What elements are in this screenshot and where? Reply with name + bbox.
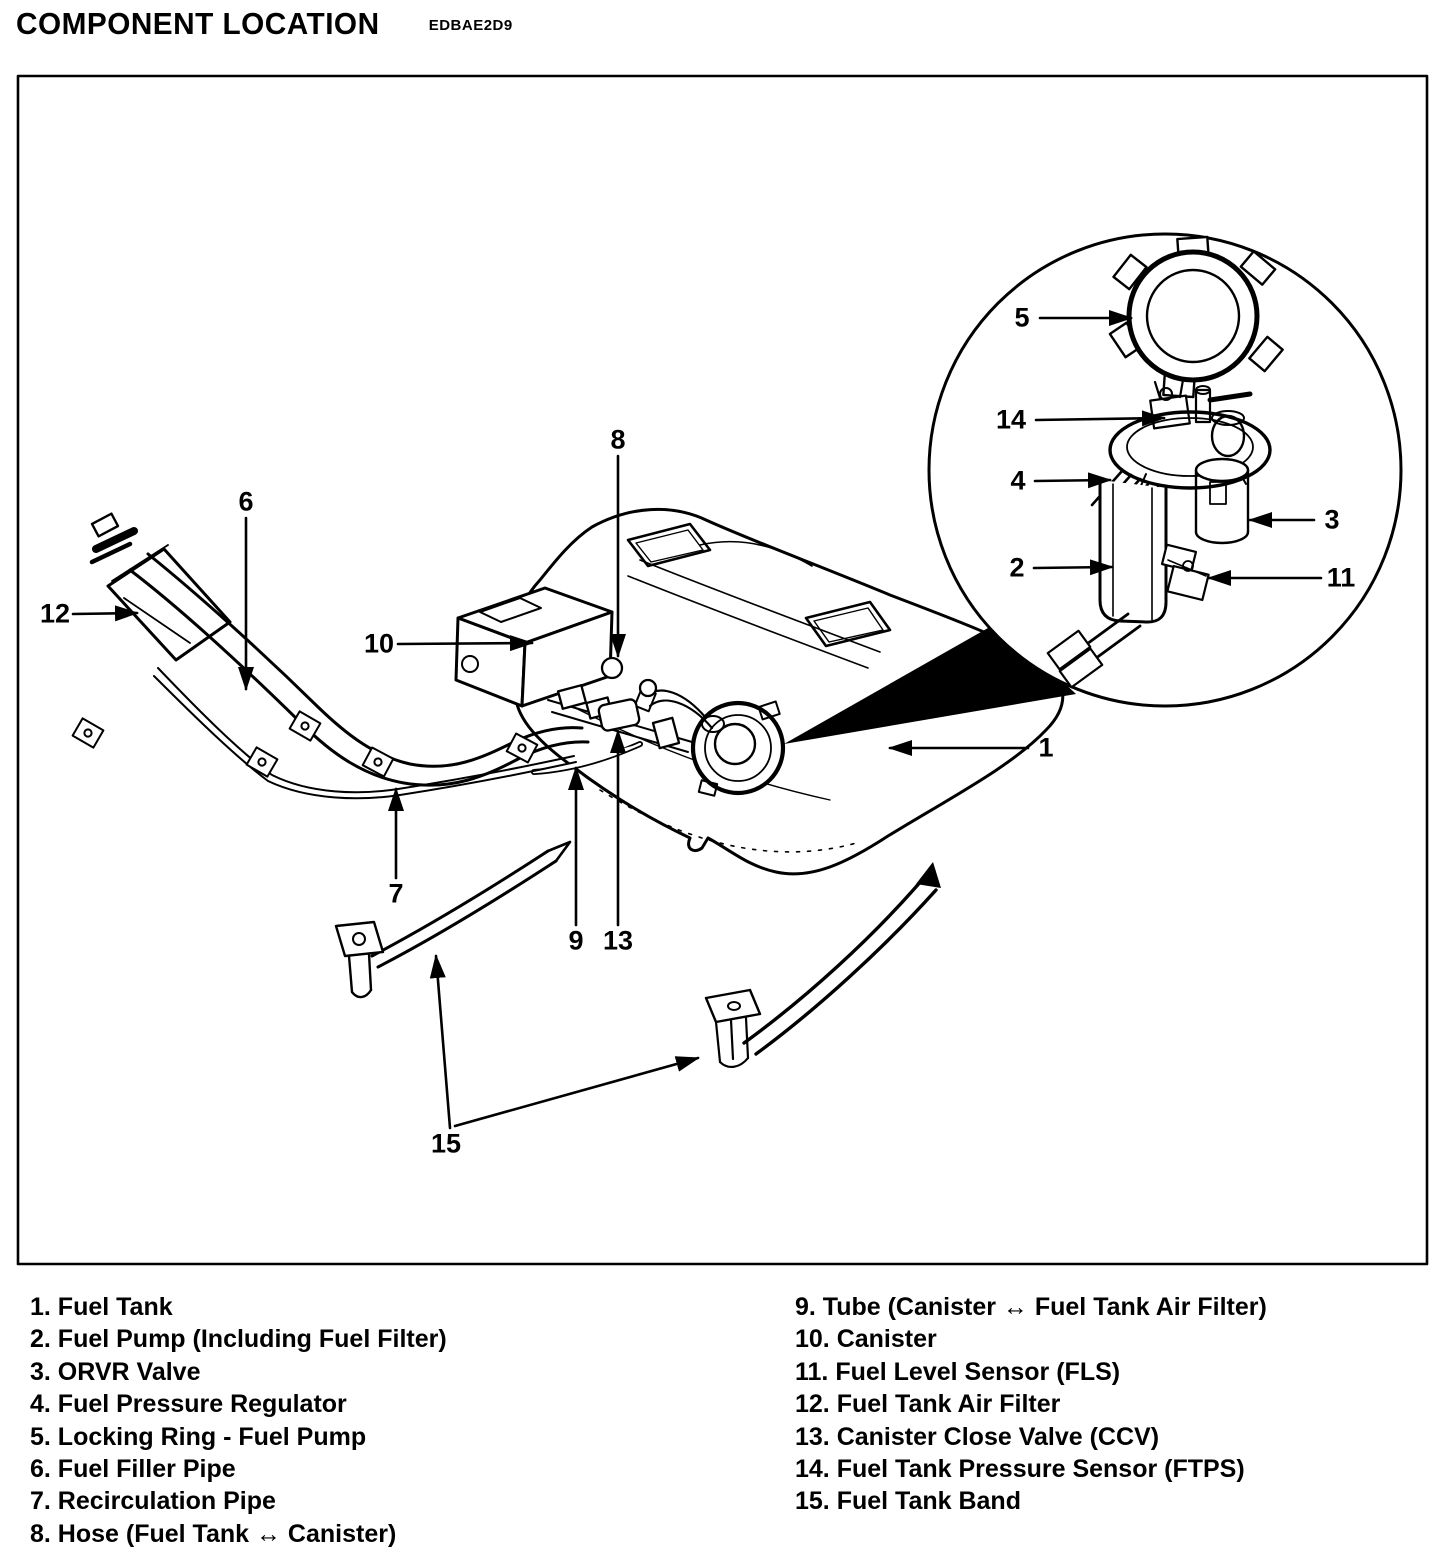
legend-item: 4. Fuel Pressure Regulator [30, 1390, 347, 1419]
callout-11: 11 [1326, 562, 1356, 593]
callout-3: 3 [1324, 504, 1340, 535]
callout-10: 10 [363, 628, 395, 659]
section-code: EDBAE2D9 [428, 17, 513, 34]
legend-item: 15. Fuel Tank Band [795, 1487, 1021, 1516]
legend-item: 7. Recirculation Pipe [30, 1487, 276, 1516]
legend-item: 14. Fuel Tank Pressure Sensor (FTPS) [795, 1455, 1245, 1484]
callout-13: 13 [602, 925, 634, 956]
callout-9: 9 [568, 925, 584, 956]
legend-item: 2. Fuel Pump (Including Fuel Filter) [30, 1325, 447, 1354]
page-title: COMPONENT LOCATION [16, 6, 380, 41]
legend-item: 10. Canister [795, 1325, 937, 1354]
fuel-tank-band-left [336, 842, 570, 997]
legend-item: 8. Hose (Fuel Tank ↔ Canister) [30, 1519, 397, 1548]
callout-5: 5 [1014, 302, 1030, 333]
pump-detail-circle [929, 234, 1401, 706]
callout-6: 6 [238, 486, 254, 517]
callout-14: 14 [995, 404, 1027, 435]
legend-item: 5. Locking Ring - Fuel Pump [30, 1422, 367, 1451]
callout-15: 15 [430, 1128, 462, 1159]
legend-item: 11. Fuel Level Sensor (FLS) [795, 1357, 1121, 1386]
legend-right-column [795, 1291, 1267, 1518]
fuel-tank-band-right [706, 862, 941, 1067]
callout-12: 12 [39, 598, 71, 629]
legend-item: 3. ORVR Valve [30, 1357, 201, 1386]
legend-left-column [30, 1291, 447, 1550]
legend-item: 1. Fuel Tank [30, 1293, 173, 1321]
legend-item: 12. Fuel Tank Air Filter [795, 1390, 1061, 1419]
legend-item: 13. Canister Close Valve (CCV) [795, 1422, 1160, 1451]
callout-2: 2 [1009, 552, 1025, 583]
callout-8: 8 [610, 424, 626, 455]
legend-item: 9. Tube (Canister ↔ Fuel Tank Air Filter) [795, 1293, 1267, 1321]
legend-item: 6. Fuel Filler Pipe [30, 1455, 236, 1484]
callout-1: 1 [1038, 732, 1054, 763]
callout-4: 4 [1010, 465, 1026, 496]
callout-7: 7 [388, 878, 404, 909]
